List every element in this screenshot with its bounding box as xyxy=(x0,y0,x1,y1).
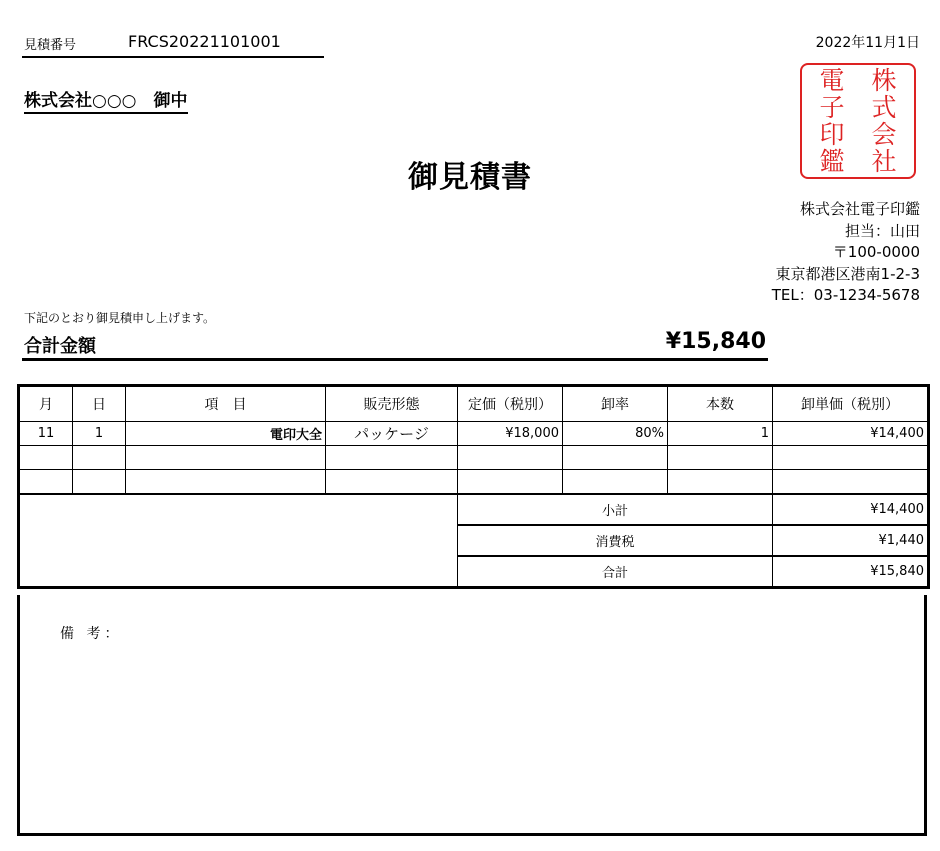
cell-month xyxy=(19,446,73,470)
header-unit-price: 卸単価（税別） xyxy=(773,386,929,422)
issuer-address: 東京都港区港南1-2-3 xyxy=(775,264,920,283)
quote-number-value: FRCS20221101001 xyxy=(128,32,281,51)
cell-sales-form xyxy=(326,470,458,495)
seal-char: 社 xyxy=(871,147,897,176)
tax-value: ¥1,440 xyxy=(773,525,929,556)
seal-char: 式 xyxy=(871,93,897,122)
seal-char: 会 xyxy=(871,120,897,149)
cell-quantity xyxy=(668,446,773,470)
issuer-person: 担当：山田 xyxy=(844,221,920,240)
seal-char: 印 xyxy=(819,120,845,149)
remarks-box xyxy=(17,595,927,836)
header-item: 項 目 xyxy=(126,386,326,422)
quote-number-label: 見積番号 xyxy=(24,38,77,53)
cell-month: 11 xyxy=(19,422,73,446)
document-title: 御見積書 xyxy=(408,160,532,195)
cell-unit-price: ¥14,400 xyxy=(773,422,929,446)
client-name: 株式会社○○○ 御中 xyxy=(24,86,188,114)
cell-quantity: 1 xyxy=(668,422,773,446)
cell-rate xyxy=(563,470,668,495)
cell-day: 1 xyxy=(73,422,126,446)
cell-day xyxy=(73,446,126,470)
cell-list-price xyxy=(458,446,563,470)
cell-day xyxy=(73,470,126,495)
cell-item: 電印大全 xyxy=(126,422,326,446)
cell-quantity xyxy=(668,470,773,495)
seal-char: 子 xyxy=(819,93,845,122)
intro-note: 下記のとおり御見積申し上げます。 xyxy=(24,311,216,325)
quote-number-field xyxy=(22,30,324,58)
seal-char: 鑑 xyxy=(819,147,845,176)
issue-date: 2022年11月1日 xyxy=(815,35,920,51)
total-amount-row xyxy=(22,331,768,361)
issuer-postal: 〒100-0000 xyxy=(832,243,920,261)
issuer-company: 株式会社電子印鑑 xyxy=(799,200,920,218)
seal-right-column xyxy=(858,67,910,175)
blank-area xyxy=(19,494,458,588)
issuer-block xyxy=(772,199,920,307)
header-sales-form: 販売形態 xyxy=(326,386,458,422)
table-row xyxy=(19,422,929,446)
line-items-table xyxy=(17,384,930,589)
header-month: 月 xyxy=(19,386,73,422)
company-seal-icon xyxy=(800,63,916,179)
cell-item xyxy=(126,446,326,470)
cell-list-price: ¥18,000 xyxy=(458,422,563,446)
subtotal-label: 小計 xyxy=(458,494,773,525)
header-day: 日 xyxy=(73,386,126,422)
cell-unit-price xyxy=(773,446,929,470)
cell-item xyxy=(126,470,326,495)
issuer-tel: TEL：03-1234-5678 xyxy=(771,286,920,304)
seal-char: 株 xyxy=(871,66,897,95)
seal-left-column xyxy=(806,67,858,175)
header-quantity: 本数 xyxy=(668,386,773,422)
table-header-row xyxy=(19,386,929,422)
cell-sales-form xyxy=(326,446,458,470)
grand-total-label: 合計 xyxy=(458,556,773,588)
table-row xyxy=(19,470,929,495)
header-wholesale-rate: 卸率 xyxy=(563,386,668,422)
cell-rate: 80% xyxy=(563,422,668,446)
cell-list-price xyxy=(458,470,563,495)
grand-total-value: ¥15,840 xyxy=(773,556,929,588)
total-amount-value: ¥15,840 xyxy=(665,329,766,354)
seal-char: 電 xyxy=(819,66,845,95)
total-amount-label: 合計金額 xyxy=(24,336,96,357)
tax-label: 消費税 xyxy=(458,525,773,556)
cell-rate xyxy=(563,446,668,470)
cell-sales-form: パッケージ xyxy=(326,422,458,446)
table-row xyxy=(19,446,929,470)
cell-unit-price xyxy=(773,470,929,495)
header-list-price: 定価（税別） xyxy=(458,386,563,422)
subtotal-row xyxy=(19,494,929,525)
remarks-label: 備 考： xyxy=(60,626,123,642)
subtotal-value: ¥14,400 xyxy=(773,494,929,525)
cell-month xyxy=(19,470,73,495)
